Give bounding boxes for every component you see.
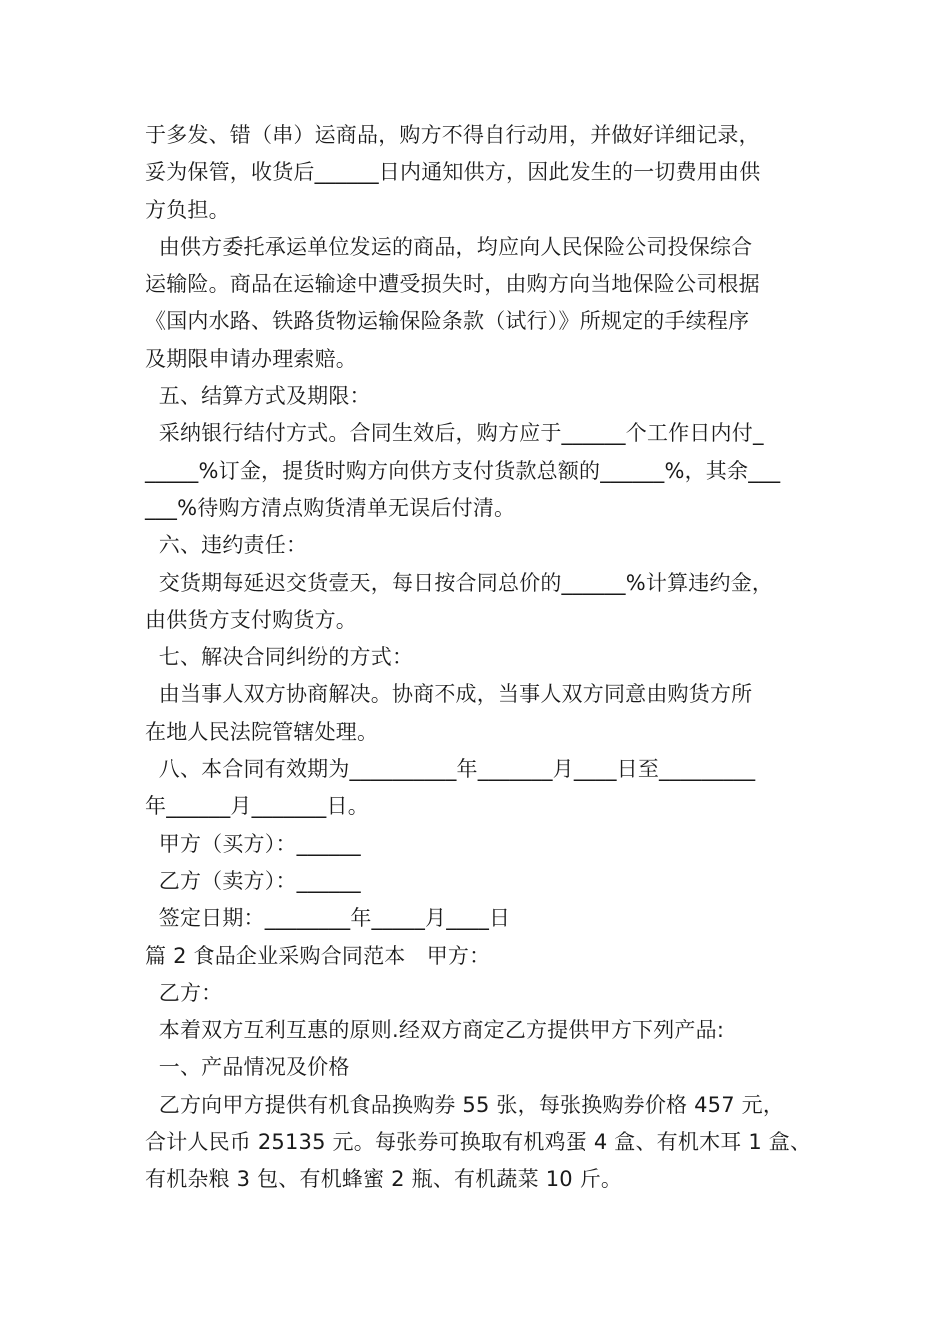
text-line: 运输险。商品在运输途中遭受损失时，由购方向当地保险公司根据 bbox=[145, 272, 760, 297]
text-line: 年______月_______日。 bbox=[145, 794, 369, 819]
signature-party-b: 乙方（卖方）：______ bbox=[145, 868, 361, 893]
text-line: 《国内水路、铁路货物运输保险条款（试行）》所规定的手续程序 bbox=[145, 309, 750, 334]
signature-party-a: 甲方（买方）：______ bbox=[145, 831, 361, 856]
text-line: _____%订金，提货时购方向供方支付货款总额的______%，其余___ bbox=[145, 458, 781, 483]
text-line: 于多发、错（串）运商品，购方不得自行动用，并做好详细记录， bbox=[145, 123, 760, 147]
text-line: 及期限申请办理索赔。 bbox=[145, 346, 357, 371]
party-b-label: 乙方： bbox=[145, 980, 223, 1005]
text-line: 妥为保管，收货后______日内通知供方，因此发生的一切费用由供 bbox=[145, 160, 761, 185]
text-line: 在地人民法院管辖处理。 bbox=[145, 719, 379, 744]
section-heading: 一、产品情况及价格 bbox=[145, 1055, 350, 1080]
text-line: ___%待购方清点购货清单无误后付清。 bbox=[145, 495, 516, 520]
text-line: 合计人民币 25135 元。每张券可换取有机鸡蛋 4 盒、有机木耳 1 盒、 bbox=[145, 1130, 812, 1155]
section-heading: 八、本合同有效期为__________年_______月____日至_________ bbox=[145, 757, 756, 782]
text-line: 由供方委托承运单位发运的商品，均应向人民保险公司投保综合 bbox=[145, 234, 753, 259]
section-heading: 六、违约责任： bbox=[145, 533, 308, 558]
text-line: 方负担。 bbox=[145, 197, 230, 222]
signing-date: 签定日期：________年_____月____日 bbox=[145, 906, 511, 931]
document-body bbox=[145, 117, 810, 1199]
section-heading: 五、结算方式及期限： bbox=[145, 384, 371, 409]
text-line: 本着双方互利互惠的原则.经双方商定乙方提供甲方下列产品: bbox=[145, 1018, 725, 1043]
section-heading: 七、解决合同纠纷的方式： bbox=[145, 645, 414, 670]
text-line: 交货期每延迟交货壹天，每日按合同总价的______%计算违约金， bbox=[145, 570, 774, 595]
text-line: 采纳银行结付方式。合同生效后，购方应于______个工作日内付_ bbox=[145, 421, 764, 446]
text-line: 乙方向甲方提供有机食品换购券 55 张，每张换购券价格 457 元， bbox=[145, 1092, 785, 1117]
text-line: 由供货方支付购货方。 bbox=[145, 607, 357, 632]
text-line: 有机杂粮 3 包、有机蜂蜜 2 瓶、有机蔬菜 10 斤。 bbox=[145, 1167, 623, 1192]
text-line: 由当事人双方协商解决。协商不成，当事人双方同意由购货方所 bbox=[145, 682, 753, 707]
chapter-title: 篇 2 食品企业采购合同范本 甲方： bbox=[145, 943, 491, 968]
